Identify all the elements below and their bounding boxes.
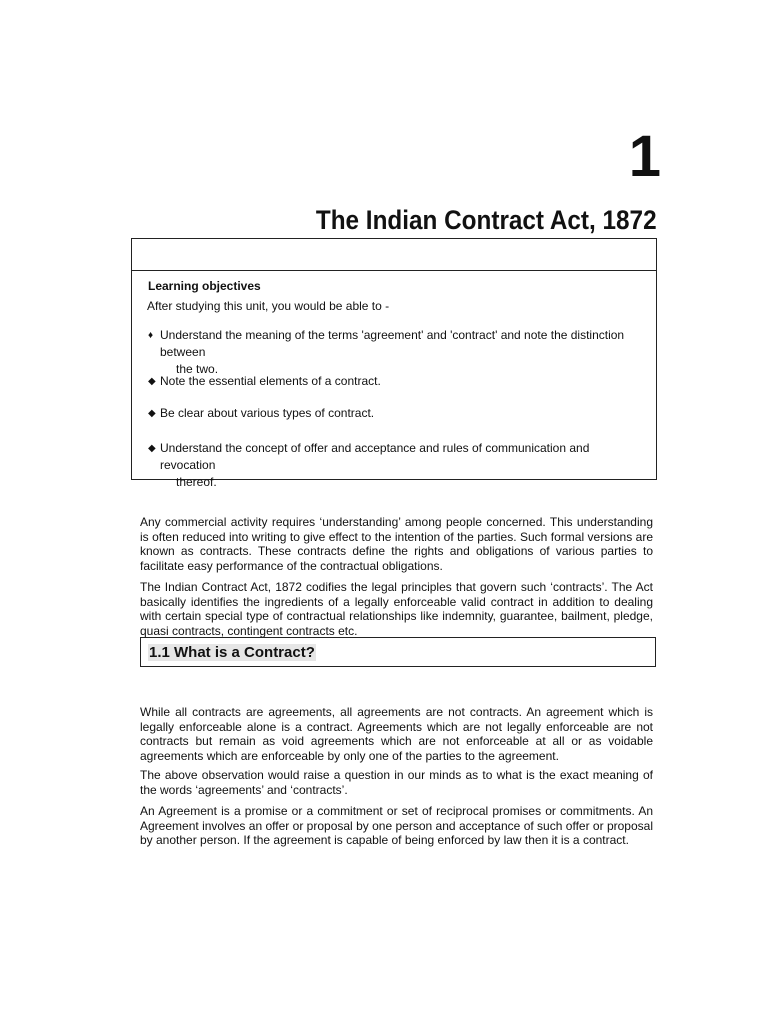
section-heading-box xyxy=(140,637,656,667)
section-title: 1.1 What is a Contract? xyxy=(149,644,315,661)
objective-item xyxy=(148,440,643,491)
objectives-header-strip xyxy=(132,239,656,271)
learning-objectives-box xyxy=(131,238,657,489)
objective-text-continued: the two. xyxy=(176,362,219,376)
objectives-intro: After studying this unit, you would be able to - xyxy=(147,299,390,313)
diamond-bullet-icon: ◆ xyxy=(148,408,156,419)
objective-item xyxy=(148,327,643,378)
objective-text-continued: thereof. xyxy=(176,475,217,489)
objective-item xyxy=(148,373,643,390)
section-paragraph: While all contracts are agreements, all agreements are not contracts. An agreement which is legally enforceable alone is a contract. Agreements which are not legally enforceable are not contracts but remain as void agreements which are not enforceable at all or as voidable agreements which are enforceable by only one of the parties to the agreement. xyxy=(140,705,653,763)
objective-text: Understand the concept of offer and acceptance and rules of communication and revocation xyxy=(160,441,590,472)
section-paragraph: An Agreement is a promise or a commitment or set of reciprocal promises or commitments. An Agreement involves an offer or proposal by one person and acceptance of such offer or proposal by another person. If the agreement is capable of being enforced by law then it is a contract. xyxy=(140,804,653,848)
objective-text: Note the essential elements of a contract. xyxy=(160,374,381,388)
chapter-title: The Indian Contract Act, 1872 xyxy=(316,205,657,235)
diamond-bullet-icon: ◆ xyxy=(148,443,156,454)
objective-text: Be clear about various types of contract. xyxy=(160,406,375,420)
diamond-bullet-icon: ♦ xyxy=(148,330,154,341)
intro-paragraph: The Indian Contract Act, 1872 codifies the legal principles that govern such ‘contracts’. The Act basically identifies the ingredients of a legally enforceable valid contract in addition to dealing with certain special type of contractual relationships like indemnity, guarantee, bailment, pledge, quasi contracts, contingent contracts etc. xyxy=(140,580,653,638)
section-paragraph: The above observation would raise a question in our minds as to what is the exact meaning of the words ‘agreements’ and ‘contracts’. xyxy=(140,768,653,797)
chapter-number: 1 xyxy=(628,124,660,189)
objective-text: Understand the meaning of the terms 'agreement' and 'contract' and note the distinction between xyxy=(160,328,625,359)
objective-item xyxy=(148,405,643,422)
intro-paragraph: Any commercial activity requires ‘understanding’ among people concerned. This understanding is often reduced into writing to give effect to the intention of the parties. Such formal versions are known as contracts. These contracts define the rights and obligations of various parties to facilitate easy performance of the contractual obligations. xyxy=(140,515,653,573)
diamond-bullet-icon: ◆ xyxy=(148,376,156,387)
objectives-heading: Learning objectives xyxy=(148,279,261,293)
